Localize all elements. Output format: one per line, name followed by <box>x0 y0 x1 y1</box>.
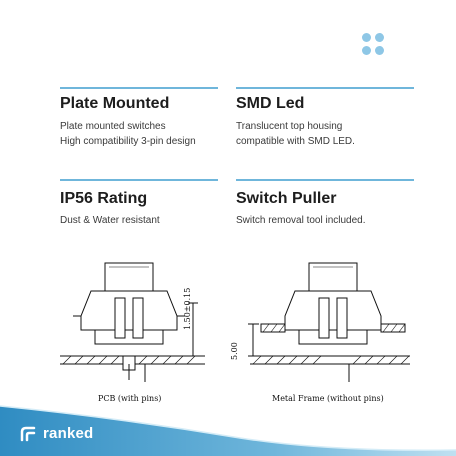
feature-desc-switch-puller: Switch removal tool included. <box>236 215 366 226</box>
divider-line <box>60 87 218 89</box>
feature-title-plate-mounted: Plate Mounted <box>60 95 170 112</box>
feature-desc-ip56-rating: Dust & Water resistant <box>60 215 160 226</box>
feature-desc-plate-mounted-1: Plate mounted switches <box>60 121 166 132</box>
feature-desc-smd-led-1: Translucent top housing <box>236 121 343 132</box>
brand-name: ranked <box>43 425 94 442</box>
divider-line <box>236 179 414 181</box>
pcb-caption: PCB (with pins) <box>98 394 162 403</box>
ranked-logo-icon <box>20 426 38 442</box>
brand-logo <box>20 425 93 442</box>
metal-frame-caption: Metal Frame (without pins) <box>272 394 384 403</box>
metal-frame-dimension-label: 5.00 <box>230 342 239 360</box>
divider-line <box>60 179 218 181</box>
pcb-dimension-label: 1.50±0.15 <box>183 287 192 330</box>
metal-frame-switch-diagram <box>245 258 415 388</box>
feature-title-switch-puller: Switch Puller <box>236 190 337 207</box>
feature-desc-plate-mounted-2: High compatibility 3-pin design <box>60 136 196 147</box>
divider-line <box>236 87 414 89</box>
feature-title-ip56-rating: IP56 Rating <box>60 190 148 207</box>
feature-title-smd-led: SMD Led <box>236 95 305 112</box>
dots-logo-icon <box>362 33 386 57</box>
feature-desc-smd-led-2: compatible with SMD LED. <box>236 136 355 147</box>
